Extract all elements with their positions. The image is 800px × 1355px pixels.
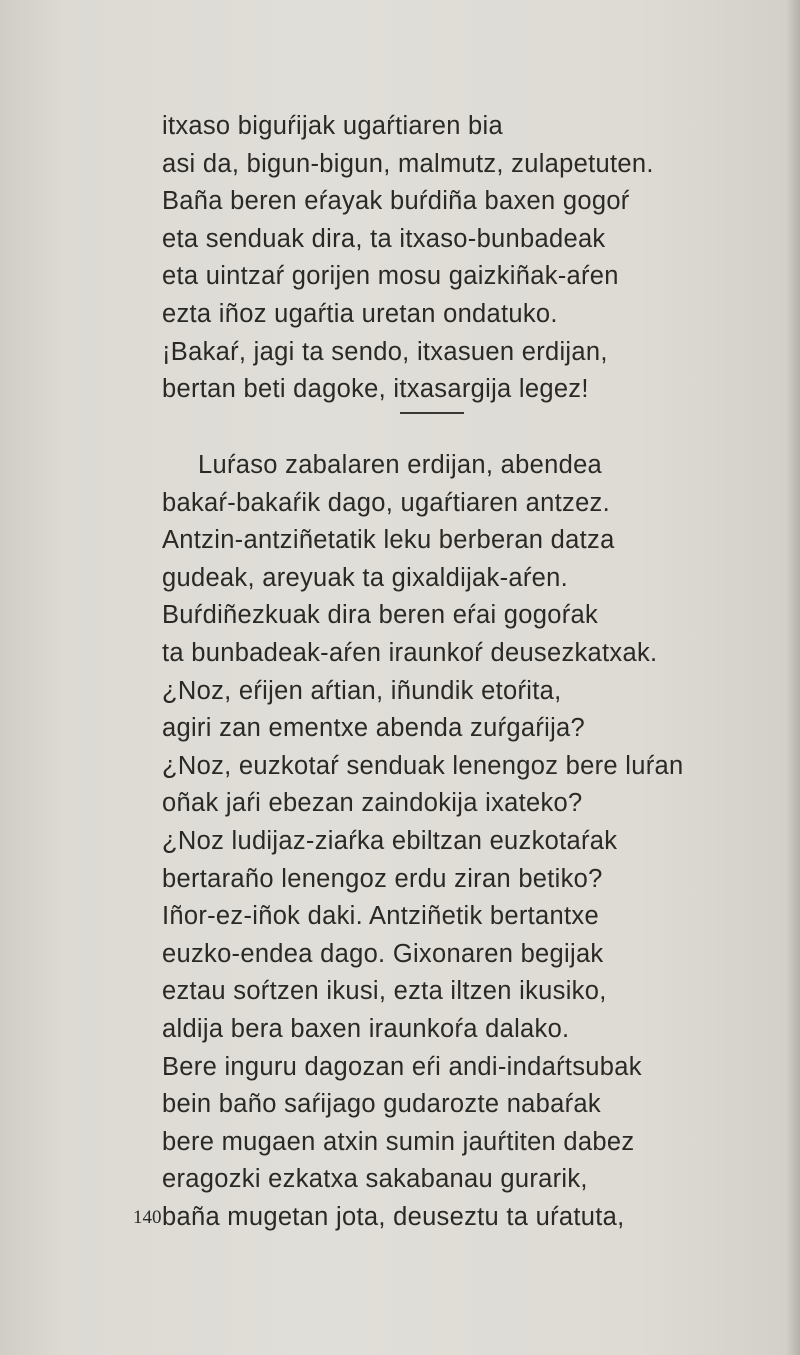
- poem-line: Buŕdiñezkuak dira beren eŕai gogoŕak: [162, 601, 599, 630]
- poem-line: Luŕaso zabalaren erdijan, abendea: [198, 451, 603, 479]
- poem-line: baña mugetan jota, deuseztu ta uŕatuta,: [162, 1202, 625, 1231]
- poem-line: Iñor-ez-iñok daki. Antziñetik bertantxe: [162, 902, 599, 931]
- poem-line: ta bunbadeak-aŕen iraunkoŕ deusezkatxak.: [162, 638, 658, 667]
- poem-line: eta senduak dira, ta itxaso-bunbadeak: [162, 224, 606, 253]
- poem-line: bakaŕ-bakaŕik dago, ugaŕtiaren antzez.: [162, 488, 610, 517]
- poem-line: euzko-endea dago. Gixonaren begijak: [162, 939, 604, 968]
- page-number: 140: [133, 1207, 162, 1228]
- poem-line: bertaraño lenengoz erdu ziran betiko?: [162, 864, 603, 893]
- page-edge-shadow: [786, 0, 800, 1355]
- poem-line: ¿Noz ludijaz-ziaŕka ebiltzan euzkotaŕak: [162, 826, 618, 855]
- poem-line: Antzin-antziñetatik leku berberan datza: [162, 526, 615, 555]
- poem-line: eta uintzaŕ gorijen mosu gaizkiñak-aŕen: [162, 262, 619, 291]
- poem-line: bertan beti dagoke, itxasargija legez!: [162, 375, 589, 404]
- poem-line: ¿Noz, euzkotaŕ senduak lenengoz bere luŕan: [162, 751, 684, 780]
- poem-line: ¿Noz, eŕijen aŕtian, iñundik etoŕita,: [162, 676, 562, 705]
- poem-line: bere mugaen atxin sumin jauŕtiten dabez: [162, 1127, 635, 1156]
- poem-line: Bere inguru dagozan eŕi andi-indaŕtsubak: [162, 1052, 642, 1081]
- poem-line: ¡Bakaŕ, jagi ta sendo, itxasuen erdijan,: [162, 337, 608, 366]
- poem-line: asi da, bigun-bigun, malmutz, zulapetuten.: [162, 149, 654, 178]
- section-separator: [400, 412, 464, 414]
- poem-stanza-2: [162, 447, 684, 1236]
- poem-line: eragozki ezkatxa sakabanau gurarik,: [162, 1165, 588, 1194]
- poem-line: eztau soŕtzen ikusi, ezta iltzen ikusiko,: [162, 977, 607, 1006]
- poem-line: bein baño saŕijago gudarozte nabaŕak: [162, 1090, 601, 1119]
- poem-line: Baña beren eŕayak buŕdiña baxen gogoŕ: [162, 187, 630, 216]
- poem-stanza-1: [162, 108, 654, 409]
- poem-line: agiri zan ementxe abenda zuŕgaŕija?: [162, 714, 586, 743]
- poem-line: itxaso biguŕijak ugaŕtiaren bia: [162, 112, 503, 140]
- poem-line: gudeak, areyuak ta gixaldijak-aŕen.: [162, 563, 568, 592]
- poem-line: oñak jaŕi ebezan zaindokija ixateko?: [162, 789, 583, 818]
- poem-line: ezta iñoz ugaŕtia uretan ondatuko.: [162, 299, 558, 328]
- poem-line: aldija bera baxen iraunkoŕa dalako.: [162, 1014, 570, 1043]
